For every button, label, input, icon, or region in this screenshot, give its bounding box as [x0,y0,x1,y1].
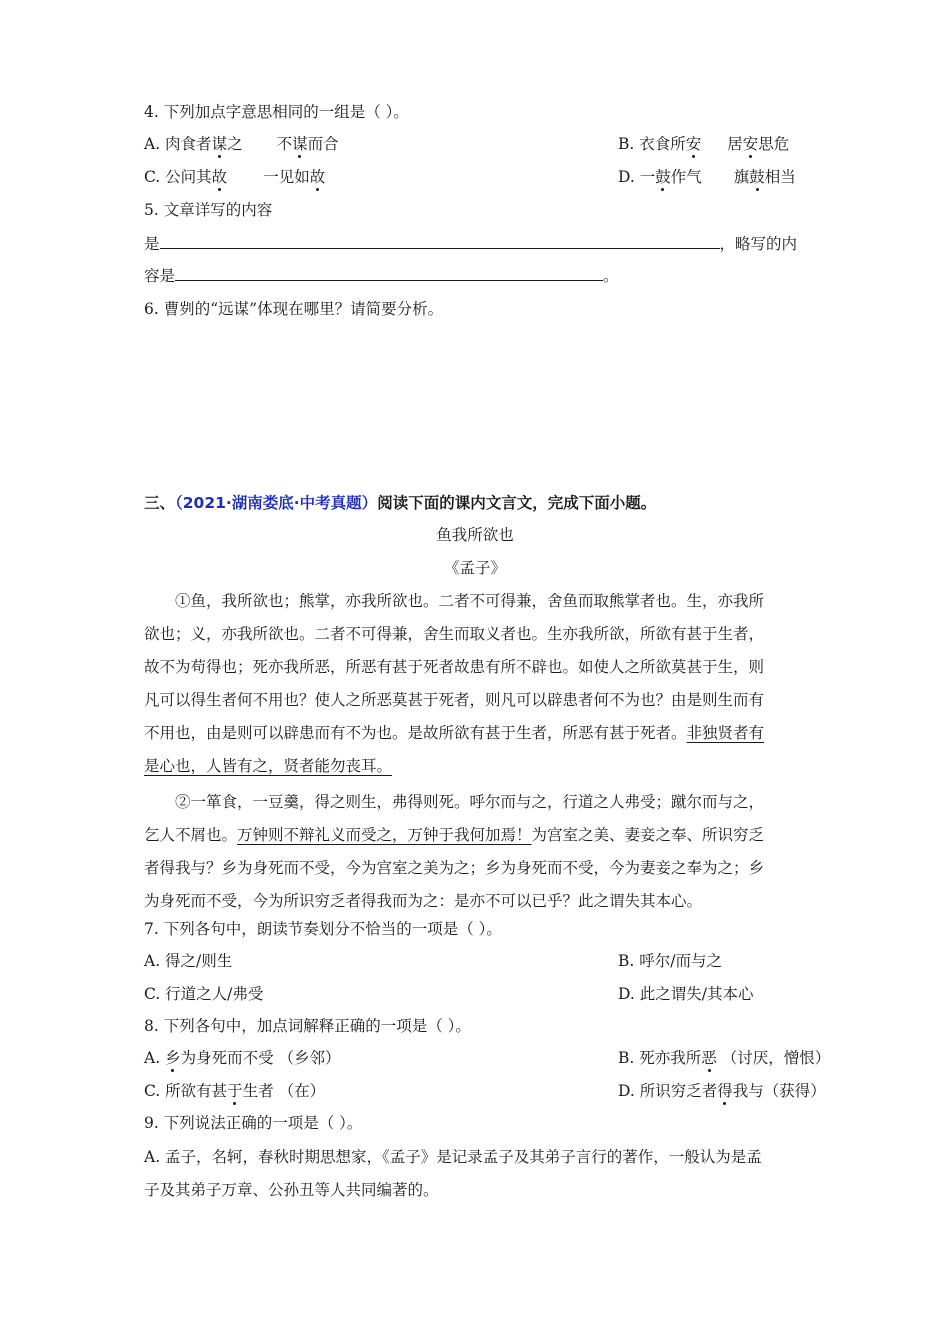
passage-p2-line2: 乞人不屑也。万钟则不辩礼义而受之，万钟于我何加焉！为宫室之美、妻妾之奉、所识穷乏 [144,826,765,844]
q8-option-b: B. 死亦我所恶 （讨厌，憎恨） [618,1049,831,1067]
q5-stem: 5. 文章详写的内容 [144,201,273,219]
q6-stem: 6. 曹刿的“远谋”体现在哪里？请简要分析。 [144,300,444,318]
q8-options-row1 [144,1047,831,1069]
q9-option-a-line1: A. 孟子，名轲，春秋时期思想家，《孟子》是记录孟子及其弟子言行的著作，一般认为是孟 [144,1148,762,1166]
passage-title: 鱼我所欲也 [436,526,514,544]
q5-line2: 是 ，略写的内 [144,232,810,255]
q4-options-row1 [144,133,810,155]
answer-blank-detailed[interactable] [160,232,720,249]
q7-option-a: A. 得之/则生 [144,952,233,970]
passage-p1-line6 [144,750,812,783]
q9-stem: 9. 下列说法正确的一项是（ ）。 [144,1114,363,1132]
q8-options-row2 [144,1080,826,1102]
q8-option-a: A. 乡为身死而不受 （乡邻） [144,1049,341,1067]
section-heading: 三、（2021·湖南娄底·中考真题）阅读下面的课内文言文，完成下面小题。 [144,494,657,512]
source-tag: （2021·湖南娄底·中考真题） [175,494,378,512]
q7-option-b: B. 呼尔/而与之 [618,952,722,970]
q8-stem: 8. 下列各句中，加点词解释正确的一项是（ ）。 [144,1017,471,1035]
answer-blank-brief[interactable] [175,264,603,281]
q4-options-row2 [144,166,810,188]
passage-p1-line5: 不用也，由是则可以辟患而有不为也。是故所欲有甚于生者，所恶有甚于死者。非独贤者有 [144,724,765,742]
q8-option-c: C. 所欲有甚于生者 （在） [144,1082,326,1100]
q8-option-d: D. 所识穷乏者得我与（获得） [618,1082,826,1100]
q5-line3: 容是 。 [144,264,810,287]
q4-option-a: A. 肉食者谋之 不谋而合 [144,135,339,153]
passage-p1-line3: 故不为苟得也；死亦我所恶，所恶有甚于死者故患有所不辟也。如使人之所欲莫甚于生，则 [144,658,765,676]
underlined-sentence-1b: 是心也，人皆有之，贤者能勿丧耳。 [144,757,393,775]
q7-stem: 7. 下列各句中，朗读节奏划分不恰当的一项是（ ）。 [144,920,502,938]
passage-p2-line3: 者得我与？乡为身死而不受，今为宫室之美为之；乡为身死而不受，今为妻妾之奉为之；乡 [144,859,765,877]
q4-option-b: B. 衣食所安 居安思危 [618,135,790,153]
q9-option-a-line2: 子及其弟子万章、公孙丑等人共同编著的。 [144,1181,439,1199]
q4-option-c: C. 公问其故 一见如故 [144,168,326,186]
passage-p2-line4: 为身死而不受，今为所识穷乏者得我而为之：是亦不可以已乎？此之谓失其本心。 [144,892,703,910]
passage-p1-line2: 欲也；义，亦我所欲也。二者不可得兼，舍生而取义者也。生亦我所欲，所欲有甚于生者， [144,625,765,643]
passage-author: 《孟子》 [443,559,506,577]
passage-p2-line1: ②一箪食，一豆羹，得之则生，弗得则死。呼尔而与之，行道之人弗受；蹴尔而与之， [175,793,765,811]
q7-option-c: C. 行道之人/弗受 [144,985,264,1003]
underlined-sentence-2: 万钟则不辩礼义而受之，万钟于我何加焉！ [237,826,532,844]
underlined-sentence-1a: 非独贤者有 [686,724,765,742]
q4-stem: 4. 下列加点字意思相同的一组是（ ）。 [144,103,409,121]
passage-p1-line4: 凡可以得生者何不用也？使人之所恶莫甚于死者，则凡可以辟患者何不为也？由是则生而有 [144,691,765,709]
q4-option-d: D. 一鼓作气 旗鼓相当 [618,168,796,186]
q7-options-row1 [144,950,810,972]
q7-options-row2 [144,983,810,1005]
q7-option-d: D. 此之谓失/其本心 [618,985,754,1003]
passage-p1-line1: ①鱼，我所欲也；熊掌，亦我所欲也。二者不可得兼，舍鱼而取熊掌者也。生，亦我所 [175,592,765,610]
